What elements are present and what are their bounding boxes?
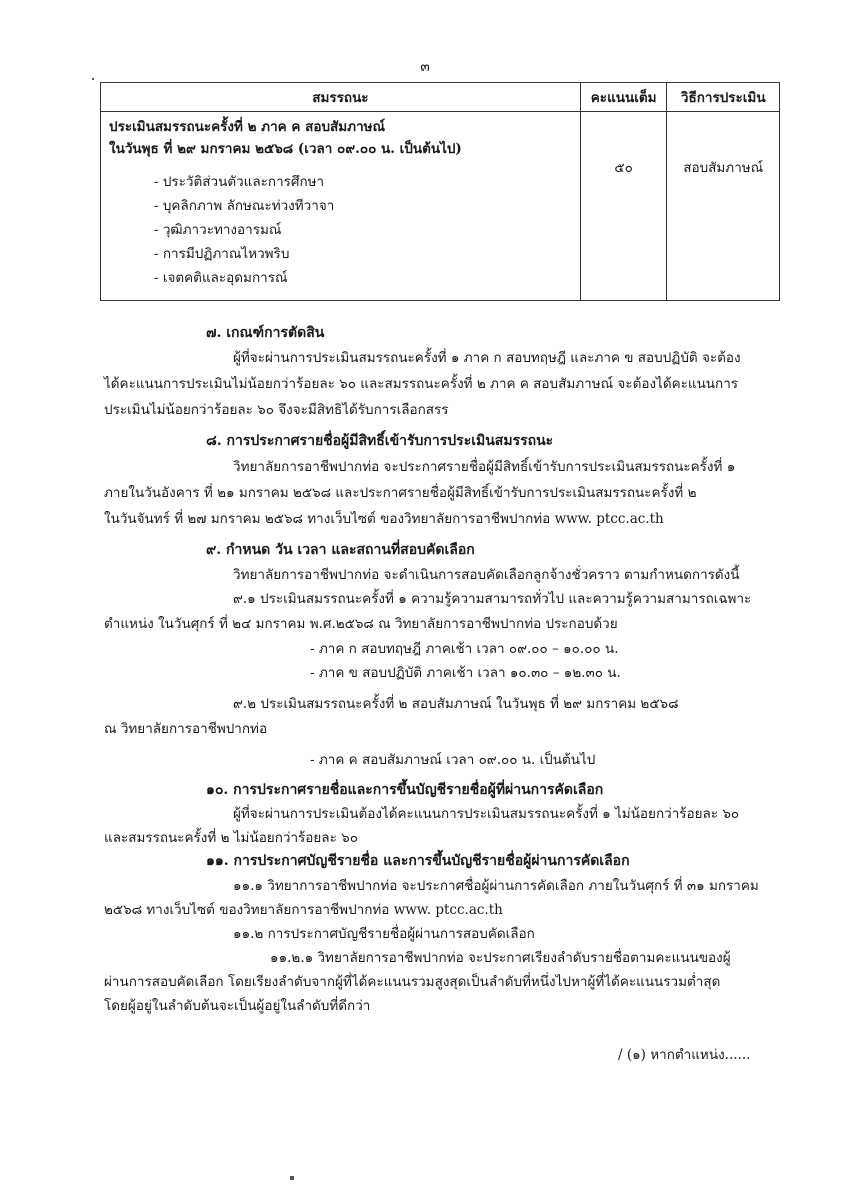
sec10-line-1: ผู้ที่จะผ่านการประเมินต้องได้คะแนนการประเมินสมรรถนะครั้งที่ ๑ ไม่น้อยกว่าร้อยละ ๖๐ [233,806,740,822]
sec9-1-line-1: ๙.๑ ประเมินสมรรถนะครั้งที่ ๑ ความรู้ความสามารถทั่วไป และความรู้ความสามารถเฉพาะ [233,591,752,607]
competency-items [109,170,572,290]
sec9-2-item-1: - ภาค ค สอบสัมภาษณ์ เวลา ๐๙.๐๐ น. เป็นต้นไป [310,752,596,768]
list-item: - บุคลิกภาพ ลักษณะท่วงทีวาจา [154,198,335,214]
competency-title-1: ประเมินสมรรถนะครั้งที่ ๒ ภาค ค สอบสัมภาษณ์ [109,119,386,135]
header-competency: สมรรถนะ [101,83,581,112]
table-header-row [101,83,780,112]
page-number: ๓ [420,59,430,75]
competency-title-2: ในวันพุธ ที่ ๒๙ มกราคม ๒๕๖๘ (เวลา ๐๙.๐๐ น. เป็นต้นไป) [109,141,462,157]
sec8-line-2: ภายในวันอังคาร ที่ ๒๑ มกราคม ๒๕๖๘ และประกาศรายชื่อผู้มีสิทธิ์เข้ารับการประเมินสมรรถนะครั้งที่ ๒ [104,485,697,501]
sec11-2-1-line-1: ๑๑.๒.๑ วิทยาลัยการอาชีพปากท่อ จะประกาศเรียงลำดับรายชื่อตามคะแนนของผู้ [270,950,731,966]
sec9-1-item-2: - ภาค ข สอบปฏิบัติ ภาคเช้า เวลา ๑๐.๓๐ – ๑๒.๓๐ น. [310,665,621,681]
sec9-1-item-1: - ภาค ก สอบทฤษฎี ภาคเช้า เวลา ๐๙.๐๐ – ๑๐.๐๐ น. [310,641,619,657]
sec7-line-3: ประเมินไม่น้อยกว่าร้อยละ ๖๐ จึงจะมีสิทธิได้รับการเลือกสรร [104,402,449,418]
list-item: - ประวัติส่วนตัวและการศึกษา [154,174,325,190]
header-method: วิธีการประเมิน [667,83,780,112]
sec11-1-line-2: ๒๕๖๘ ทางเว็บไซต์ ของวิทยาลัยการอาชีพปากท่อ www. ptcc.ac.th [104,902,503,918]
continuation-note: / (๑) หากตำแหน่ง...... [618,1047,751,1063]
sec9-heading: ๙. กำหนด วัน เวลา และสถานที่สอบคัดเลือก [206,542,475,558]
sec8-line-3: ในวันจันทร์ ที่ ๒๗ มกราคม ๒๕๖๘ ทางเว็บไซต์ ของวิทยาลัยการอาชีพปากท่อ www. ptcc.ac.th [104,511,664,527]
sec9-intro: วิทยาลัยการอาชีพปากท่อ จะดำเนินการสอบคัดเลือกลูกจ้างชั่วคราว ตามกำหนดการดังนี้ [233,567,740,583]
sec11-heading: ๑๑. การประกาศบัญชีรายชื่อ และการขึ้นบัญชีรายชื่อผู้ผ่านการคัดเลือก [206,853,630,869]
scan-speck [290,1176,294,1180]
sec11-2-1-line-2: ผ่านการสอบคัดเลือก โดยเรียงลำดับจากผู้ที่ได้คะแนนรวมสูงสุดเป็นลำดับที่หนึ่งไปหาผู้ที่ได้คะแนนรวมต่ำสุด [104,974,721,990]
sec10-heading: ๑๐. การประกาศรายชื่อและการขึ้นบัญชีรายชื่อผู้ที่ผ่านการคัดเลือก [206,782,604,798]
competency-cell [101,112,581,301]
list-item: - วุฒิภาวะทางอารมณ์ [154,222,282,238]
sec7-line-1: ผู้ที่จะผ่านการประเมินสมรรถนะครั้งที่ ๑ ภาค ก สอบทฤษฎี และภาค ข สอบปฏิบัติ จะต้อง [233,350,741,366]
sec7-line-2: ได้คะแนนการประเมินไม่น้อยกว่าร้อยละ ๖๐ และสมรรถนะครั้งที่ ๒ ภาค ค สอบสัมภาษณ์ จะต้องได้คะแนนการ [104,376,739,392]
scan-speck [92,78,94,80]
sec9-2-line-1: ๙.๒ ประเมินสมรรถนะครั้งที่ ๒ สอบสัมภาษณ์ ในวันพุธ ที่ ๒๙ มกราคม ๒๕๖๘ [233,696,679,712]
sec10-line-2: และสมรรถนะครั้งที่ ๒ ไม่น้อยกว่าร้อยละ ๖๐ [104,830,358,846]
sec11-1-line-1: ๑๑.๑ วิทยาการอาชีพปากท่อ จะประกาศชื่อผู้ผ่านการคัดเลือก ภายในวันศุกร์ ที่ ๓๑ มกราคม [233,878,759,894]
score-cell: ๕๐ [580,112,667,301]
table-row [101,112,780,301]
method-cell: สอบสัมภาษณ์ [667,112,780,301]
assessment-table [100,82,780,301]
sec11-2-line: ๑๑.๒ การประกาศบัญชีรายชื่อผู้ผ่านการสอบคัดเลือก [233,926,535,942]
sec11-2-1-line-3: โดยผู้อยู่ในลำดับต้นจะเป็นผู้อยู่ในลำดับที่ดีกว่า [104,998,371,1014]
sec8-line-1: วิทยาลัยการอาชีพปากท่อ จะประกาศรายชื่อผู้มีสิทธิ์เข้ารับการประเมินสมรรถนะครั้งที่ ๑ [233,459,736,475]
sec9-2-line-2: ณ วิทยาลัยการอาชีพปากท่อ [104,721,268,737]
list-item: - การมีปฏิภาณไหวพริบ [154,246,290,262]
header-full-score: คะแนนเต็ม [580,83,667,112]
sec8-heading: ๘. การประกาศรายชื่อผู้มีสิทธิ์เข้ารับการประเมินสมรรถนะ [206,433,554,449]
sec9-1-line-2: ตำแหน่ง ในวันศุกร์ ที่ ๒๔ มกราคม พ.ศ.๒๕๖๘ ณ วิทยาลัยการอาชีพปากท่อ ประกอบด้วย [104,616,618,632]
sec7-heading: ๗. เกณฑ์การตัดสิน [206,325,325,341]
list-item: - เจตคติและอุดมการณ์ [154,270,288,286]
